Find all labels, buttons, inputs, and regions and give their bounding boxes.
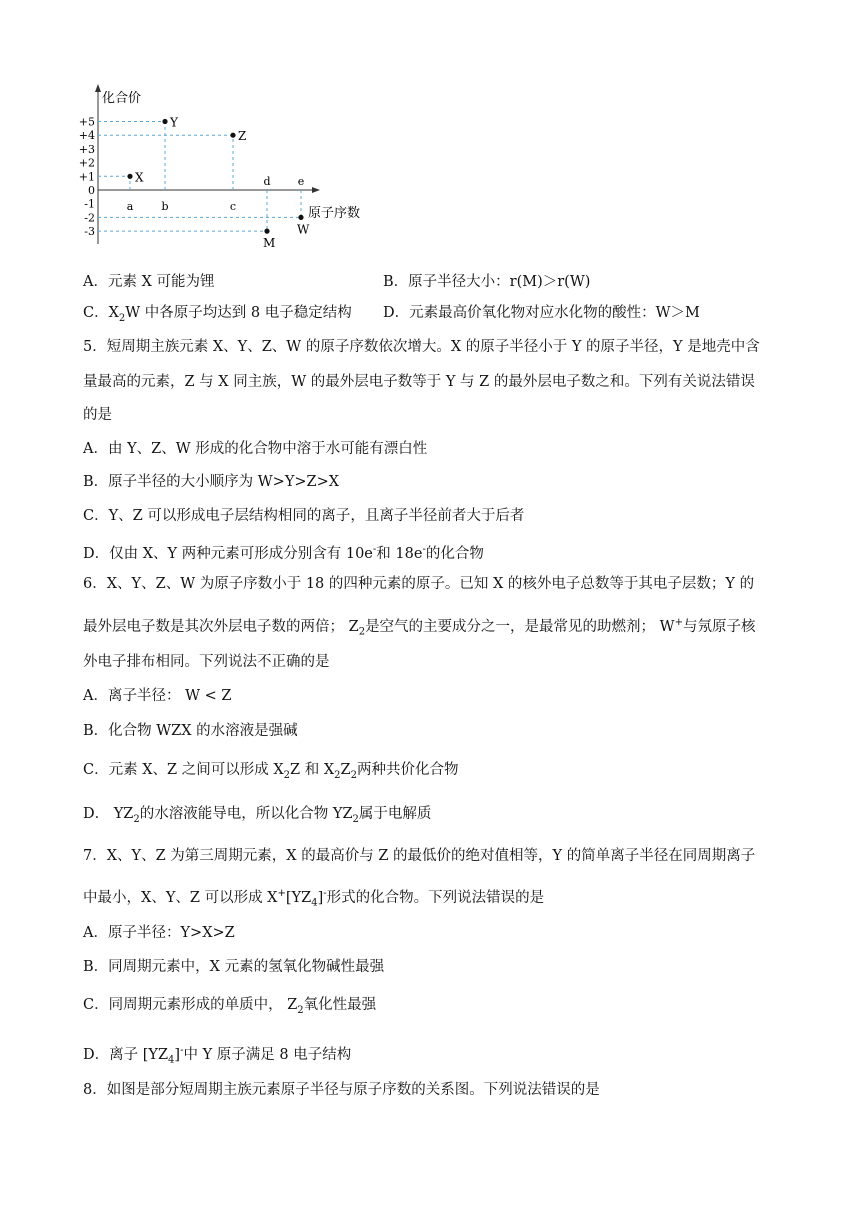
x-category-label: c [229, 200, 237, 213]
y-axis-arrow [95, 84, 101, 92]
q4-option-b: B．原子半径大小：r(M)＞r(W) [383, 274, 591, 290]
x-category-label: d [263, 175, 271, 188]
q7-option-d: D．离子 $[YZ_4]^-$中 Y 原子满足 8 电子结构 [83, 1045, 352, 1066]
point-Y [162, 119, 167, 124]
y-tick-label: -3 [84, 225, 95, 239]
y-tick-label: +2 [78, 156, 95, 170]
x-category-label: b [161, 200, 169, 213]
q6-stem-line3: 外电子排布相同。下列说法不正确的是 [83, 654, 330, 670]
q7-stem-line1: 7．X、Y、Z 为第三周期元素，X 的最高价与 Z 的最低价的绝对值相等，Y 的简单离子半径在同周期离子 [83, 848, 756, 864]
x-axis-label: 原子序数 [308, 206, 361, 221]
q5-stem-line3: 的是 [83, 407, 112, 423]
q5-stem-line2: 量最高的元素，Z 与 X 同主族，W 的最外层电子数等于 Y 与 Z 的最外层电子数之和。下列有关说法错误 [83, 374, 755, 390]
q5-option-c: C．Y、Z 可以形成电子层结构相同的离子，且离子半径前者大于后者 [83, 508, 525, 524]
y-axis-label: 化合价 [102, 91, 142, 106]
point-X [127, 174, 132, 179]
q6-stem-line1: 6．X、Y、Z、W 为原子序数小于 18 的四种元素的原子。已知 X 的核外电子总数等于其电子层数；Y 的 [83, 576, 755, 592]
q7-stem-line2: 中最小，X、Y、Z 可以形成 $X^+[YZ_4]^-$形式的化合物。下列说法错误的是 [83, 888, 545, 909]
q6-option-b: B．化合物 WZX 的水溶液是强碱 [83, 723, 298, 739]
x-axis-arrow [312, 187, 320, 193]
point-M [264, 229, 269, 234]
y-tick-label: -2 [84, 211, 95, 225]
q7-option-b: B．同周期元素中，X 元素的氢氧化物碱性最强 [83, 959, 385, 975]
y-tick-labels [79, 116, 95, 239]
q4-option-d: D．元素最高价氧化物对应水化物的酸性：W＞M [383, 305, 700, 321]
point-label-Z: Z [238, 129, 247, 144]
y-tick-label: +1 [78, 170, 95, 184]
x-category-label: a [126, 200, 134, 213]
q6-option-d: D． $YZ_2$的水溶液能导电，所以化合物 $YZ_2$属于电解质 [83, 806, 432, 825]
q5-option-b: B．原子半径的大小顺序为 W>Y>Z>X [83, 474, 340, 490]
q7-option-c: C．同周期元素形成的单质中， $Z_2$氧化性最强 [83, 997, 377, 1016]
y-tick-label: +4 [78, 129, 95, 143]
x-category-label: e [297, 175, 305, 188]
point-label-M: M [263, 236, 276, 251]
point-label-Y: Y [170, 115, 178, 130]
x-category-labels [127, 175, 305, 213]
valence-chart [78, 84, 361, 264]
y-tick-label: -1 [84, 197, 95, 211]
q5-stem-line1: 5．短周期主族元素 X、Y、Z、W 的原子序数依次增大。X 的原子半径小于 Y 的原子半径，Y 是地壳中含 [83, 339, 760, 355]
q8-stem-line1: 8．如图是部分短周期主族元素原子半径与原子序数的关系图。下列说法错误的是 [83, 1082, 600, 1098]
q6-stem-line2: 最外层电子数是其次外层电子数的两倍； $Z_2$是空气的主要成分之一，是最常见的助燃剂； W+与氖原子核 [83, 617, 756, 638]
q5-option-a: A．由 Y、Z、W 形成的化合物中溶于水可能有漂白性 [83, 441, 428, 457]
point-label-X: X [135, 170, 144, 185]
y-tick-label: +3 [78, 142, 95, 156]
y-tick-label: 0 [88, 184, 95, 197]
q7-option-a: A．原子半径：Y>X>Z [83, 925, 235, 941]
y-tick-label: +5 [78, 115, 95, 129]
q6-option-a: A．离子半径： W < Z [83, 688, 232, 704]
point-W [298, 215, 303, 220]
point-label-W: W [297, 222, 310, 237]
q5-option-d: D．仅由 X、Y 两种元素可形成分别含有 10e-和 18e-的化合物 [83, 544, 484, 562]
point-Z [230, 133, 235, 138]
q4-option-c: C．$X_2W$ 中各原子均达到 8 电子稳定结构 [83, 305, 352, 324]
q6-option-c: C．元素 X、Z 之间可以形成 $X_2Z$ 和 $X_2Z_2$两种共价化合物 [83, 762, 459, 781]
q4-option-a: A．元素 X 可能为锂 [83, 274, 215, 290]
